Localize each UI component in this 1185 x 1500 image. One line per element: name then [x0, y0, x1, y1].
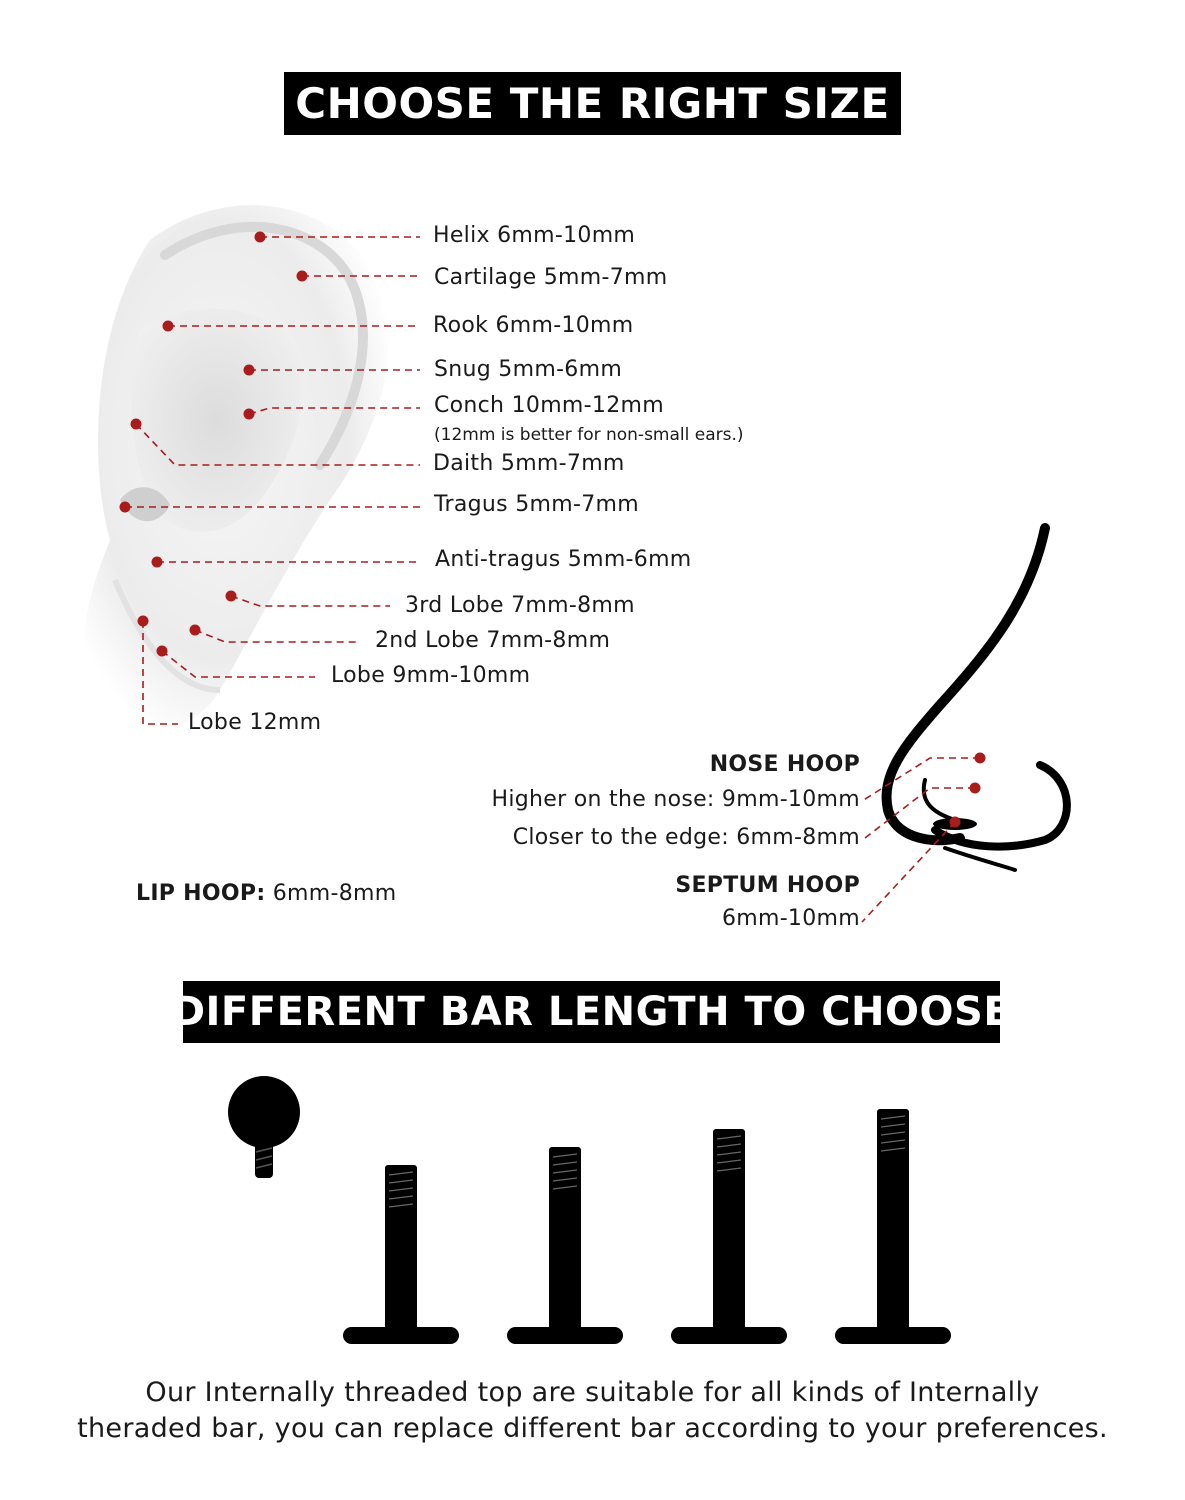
- label-closer-to-edge: Closer to the edge: 6mm-8mm: [512, 825, 860, 850]
- footer-line-2: theraded bar, you can replace different bar according to your preferences.: [77, 1413, 1108, 1444]
- higher-leader: [862, 758, 980, 801]
- nose-hoop-title: NOSE HOOP: [709, 752, 860, 777]
- label-conch: Conch 10mm-12mm: [434, 393, 664, 418]
- title-choose-size: CHOOSE THE RIGHT SIZE: [284, 72, 901, 135]
- label-lobe-3rd: 3rd Lobe 7mm-8mm: [405, 593, 635, 618]
- lobe-3rd-dot: [226, 591, 237, 602]
- lip-hoop-size: 6mm-8mm: [272, 881, 397, 906]
- closer-leader: [865, 788, 975, 838]
- title-bar-length: DIFFERENT BAR LENGTH TO CHOOSE: [183, 981, 1000, 1043]
- septum-hoop-title: SEPTUM HOOP: [675, 873, 860, 898]
- tragus-dot: [120, 502, 131, 513]
- label-lobe: Lobe 9mm-10mm: [331, 663, 531, 688]
- label-septum-size: 6mm-10mm: [721, 906, 860, 931]
- bar-3: [671, 1129, 787, 1344]
- bar-2: [507, 1147, 623, 1344]
- label-lobe-2nd: 2nd Lobe 7mm-8mm: [375, 628, 611, 653]
- rook-dot: [163, 321, 174, 332]
- conch-dot: [244, 409, 255, 420]
- snug-dot: [244, 365, 255, 376]
- bar-4: [835, 1109, 951, 1344]
- closer-dot: [970, 783, 981, 794]
- septum-dot: [950, 817, 961, 828]
- cartilage-dot: [297, 271, 308, 282]
- footer-description: [0, 1375, 1185, 1447]
- higher-dot: [975, 753, 986, 764]
- bar-1: [343, 1165, 459, 1344]
- lip-hoop-title: LIP HOOP:: [136, 881, 266, 906]
- daith-dot: [131, 419, 142, 430]
- anti-tragus-dot: [152, 557, 163, 568]
- nose-illustration: [887, 528, 1067, 870]
- label-rook: Rook 6mm-10mm: [433, 313, 634, 338]
- lobe-2nd-dot: [190, 625, 201, 636]
- label-snug: Snug 5mm-6mm: [434, 357, 623, 382]
- label-conch-note: (12mm is better for non-small ears.): [434, 425, 744, 445]
- label-daith: Daith 5mm-7mm: [433, 451, 625, 476]
- nose-markers: [950, 753, 986, 828]
- label-helix: Helix 6mm-10mm: [433, 223, 636, 248]
- label-lobe-12: Lobe 12mm: [188, 710, 322, 735]
- label-tragus: Tragus 5mm-7mm: [434, 492, 639, 517]
- threaded-top: [228, 1076, 300, 1178]
- ear-illustration: [85, 205, 388, 729]
- label-anti-tragus: Anti-tragus 5mm-6mm: [435, 547, 692, 572]
- footer-line-1: Our Internally threaded top are suitable for all kinds of Internally: [145, 1377, 1040, 1408]
- label-cartilage: Cartilage 5mm-7mm: [434, 265, 668, 290]
- label-higher-on-nose: Higher on the nose: 9mm-10mm: [491, 787, 860, 812]
- lip-hoop-label: [136, 881, 397, 906]
- lobe-dot: [157, 646, 168, 657]
- helix-dot: [255, 232, 266, 243]
- lobe-12-dot: [138, 616, 149, 627]
